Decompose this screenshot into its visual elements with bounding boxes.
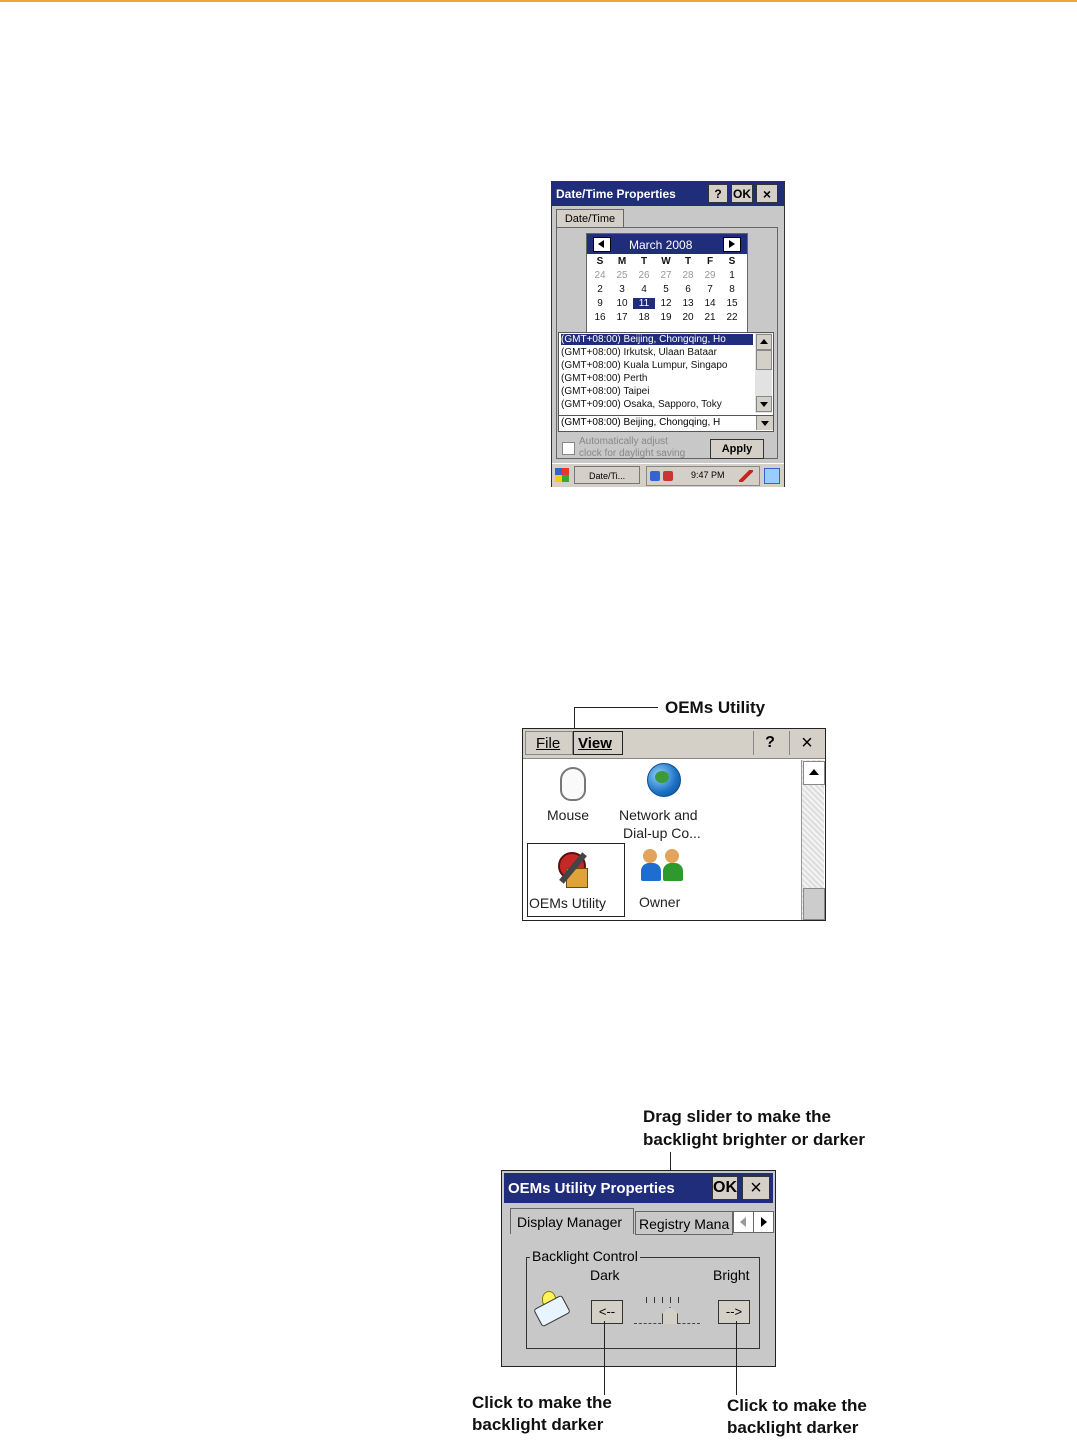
calendar-day[interactable]: 17: [616, 312, 628, 323]
darker-button[interactable]: [591, 1300, 623, 1324]
mouse-item[interactable]: [527, 763, 619, 827]
calendar-day[interactable]: 24: [594, 270, 606, 281]
globe-land: [655, 771, 669, 783]
calendar-day[interactable]: 28: [682, 270, 694, 281]
calendar-day[interactable]: 27: [660, 270, 672, 281]
calendar-day[interactable]: 12: [660, 298, 672, 309]
desktop-icon[interactable]: [764, 468, 780, 484]
tab-scroll-right-icon[interactable]: [753, 1211, 774, 1233]
close-button[interactable]: ×: [756, 184, 778, 203]
taskbar-app-label: Date/Ti...: [589, 471, 626, 481]
left-callout-leader: [604, 1321, 605, 1395]
oems-close-button[interactable]: ×: [742, 1176, 770, 1200]
right-callout-leader: [736, 1321, 737, 1395]
weekday-header: S: [728, 256, 736, 267]
apply-button[interactable]: [710, 439, 764, 459]
tab-datetime-label: Date/Time: [564, 213, 616, 225]
backlight-icon: [532, 1285, 572, 1321]
slider-callout-line2: backlight brighter or darker: [643, 1130, 865, 1149]
backlight-group-label: Backlight Control: [532, 1248, 638, 1264]
brighter-button[interactable]: [718, 1300, 750, 1324]
calendar-day[interactable]: 14: [704, 298, 716, 309]
weekday-header: S: [596, 256, 604, 267]
scroll-down-icon[interactable]: [756, 396, 772, 412]
taskbar: [552, 463, 784, 487]
calendar-day[interactable]: 20: [682, 312, 694, 323]
start-icon[interactable]: [555, 468, 569, 482]
weekday-header: W: [661, 256, 671, 267]
datetime-titlebar: [552, 182, 784, 206]
taskbar-time: 9:47 PM: [691, 470, 725, 480]
close-icon: ×: [801, 732, 813, 754]
menu-view-label: View: [578, 735, 612, 752]
calendar-day[interactable]: 2: [597, 284, 603, 295]
darker-button-label: <--: [598, 1304, 616, 1319]
next-month-button[interactable]: [723, 237, 741, 252]
left-callout-line1: Click to make the: [472, 1393, 612, 1412]
calendar-header: [587, 234, 747, 254]
prev-month-button[interactable]: [593, 237, 611, 252]
timezone-item[interactable]: (GMT+08:00) Perth: [561, 373, 648, 384]
scroll-up-icon[interactable]: [756, 334, 772, 350]
calendar-day[interactable]: 19: [660, 312, 672, 323]
tab-scroll-left-icon[interactable]: [733, 1211, 754, 1233]
scroll-up-icon-cp[interactable]: [803, 761, 825, 785]
calendar-day[interactable]: 21: [704, 312, 716, 323]
calendar-day[interactable]: 18: [638, 312, 650, 323]
oems-titlebar: [504, 1173, 773, 1203]
help-button[interactable]: ?: [708, 184, 728, 203]
timezone-list[interactable]: [558, 332, 774, 416]
weekday-header: F: [706, 256, 714, 267]
calendar-day[interactable]: 4: [641, 284, 647, 295]
help-icon: ?: [765, 734, 775, 751]
owner-icon: [641, 849, 685, 883]
oems-utility-icon: [556, 850, 592, 888]
oems-ok-button[interactable]: OK: [712, 1176, 738, 1200]
page-top-rule: [0, 0, 1077, 2]
arrow-right-icon: [729, 240, 735, 248]
timezone-item[interactable]: (GMT+08:00) Taipei: [561, 386, 650, 397]
timezone-item[interactable]: (GMT+08:00) Beijing, Chongqing, Ho: [561, 334, 753, 345]
calendar-day[interactable]: 1: [729, 270, 735, 281]
weekday-header: M: [617, 256, 627, 267]
calendar-day[interactable]: 11: [633, 298, 655, 309]
datetime-window: [551, 181, 785, 487]
callout-leader-horizontal: [574, 707, 658, 708]
oems-utility-label: OEMs Utility: [529, 895, 606, 911]
calendar-day[interactable]: 6: [685, 284, 691, 295]
network-icon[interactable]: [650, 471, 660, 481]
calendar-day[interactable]: 16: [594, 312, 606, 323]
calendar-day[interactable]: 15: [726, 298, 738, 309]
control-panel-window: [522, 728, 826, 921]
calendar-day[interactable]: 26: [638, 270, 650, 281]
timezone-rows: [559, 333, 755, 413]
calendar: [586, 233, 748, 333]
weekday-header: T: [684, 256, 692, 267]
menu-file[interactable]: [525, 731, 573, 755]
network-item[interactable]: [615, 763, 715, 839]
timezone-scrollbar[interactable]: [755, 333, 772, 413]
calendar-grid: [589, 256, 745, 330]
slider-thumb[interactable]: [662, 1307, 678, 1324]
tab-registry-manager[interactable]: [635, 1211, 733, 1235]
menu-file-label: File: [536, 735, 561, 752]
oems-properties-window: [501, 1170, 776, 1367]
close-button-cp[interactable]: [789, 731, 824, 755]
network-label-2: Dial-up Co...: [623, 825, 701, 841]
apply-button-label: Apply: [721, 443, 753, 455]
mouse-icon: [560, 767, 586, 801]
dst-checkbox[interactable]: [562, 442, 575, 455]
timezone-item[interactable]: (GMT+08:00) Kuala Lumpur, Singapo: [561, 360, 728, 371]
weekday-header: T: [640, 256, 648, 267]
oems-utility-item[interactable]: [527, 843, 625, 917]
volume-icon[interactable]: [663, 471, 673, 481]
calendar-day[interactable]: 22: [726, 312, 738, 323]
owner-item[interactable]: [627, 843, 699, 917]
calendar-day[interactable]: 5: [663, 284, 669, 295]
timezone-item[interactable]: (GMT+09:00) Osaka, Sapporo, Toky: [561, 399, 722, 410]
pen-icon[interactable]: [739, 470, 753, 482]
help-button-cp[interactable]: [753, 731, 786, 755]
calendar-month: March 2008: [629, 238, 693, 252]
timezone-combo[interactable]: [558, 415, 774, 432]
bright-label: Bright: [713, 1267, 750, 1283]
menu-bar: [523, 729, 825, 759]
calendar-day[interactable]: 29: [704, 270, 716, 281]
arrow-left-icon: [598, 240, 604, 248]
dst-label-2: clock for daylight saving: [579, 448, 686, 459]
oems-title: OEMs Utility Properties: [508, 1180, 675, 1197]
owner-label: Owner: [639, 894, 681, 910]
tab-display-manager-label: Display Manager: [517, 1214, 623, 1230]
tab-datetime[interactable]: [556, 209, 624, 228]
calendar-day[interactable]: 7: [707, 284, 713, 295]
calendar-day[interactable]: 13: [682, 298, 694, 309]
calendar-day[interactable]: 3: [619, 284, 625, 295]
taskbar-app-button[interactable]: [574, 466, 640, 484]
backlight-slider[interactable]: [634, 1297, 702, 1329]
slider-callout-line1: Drag slider to make the: [643, 1107, 832, 1126]
tab-registry-manager-label: Registry Mana: [639, 1216, 730, 1232]
menu-view[interactable]: [573, 731, 623, 755]
right-callout-line2: backlight darker: [727, 1418, 859, 1437]
taskbar-tray: [646, 466, 760, 486]
calendar-day[interactable]: 9: [597, 298, 603, 309]
mouse-label: Mouse: [547, 807, 590, 823]
oems-utility-callout: OEMs Utility: [665, 698, 766, 717]
scroll-thumb[interactable]: [756, 350, 772, 370]
timezone-item[interactable]: (GMT+08:00) Irkutsk, Ulaan Bataar: [561, 347, 717, 358]
network-label-1: Network and: [619, 807, 698, 823]
left-callout-line2: backlight darker: [472, 1415, 604, 1434]
dst-label-1: Automatically adjust: [579, 436, 668, 447]
ok-button[interactable]: OK: [731, 184, 753, 203]
calendar-day[interactable]: 8: [729, 284, 735, 295]
timezone-combo-value: (GMT+08:00) Beijing, Chongqing, H: [561, 417, 721, 428]
slider-ticks: [646, 1297, 686, 1303]
chevron-down-icon[interactable]: [756, 416, 773, 430]
datetime-title: Date/Time Properties: [556, 187, 676, 201]
dark-label: Dark: [590, 1267, 620, 1283]
right-callout-line1: Click to make the: [727, 1396, 867, 1415]
cp-scrollbar[interactable]: [801, 760, 824, 920]
tab-display-manager[interactable]: [510, 1208, 634, 1234]
scroll-thumb-cp[interactable]: [803, 888, 825, 920]
calendar-day[interactable]: 10: [616, 298, 628, 309]
calendar-day[interactable]: 25: [616, 270, 628, 281]
brighter-button-label: -->: [725, 1304, 743, 1319]
